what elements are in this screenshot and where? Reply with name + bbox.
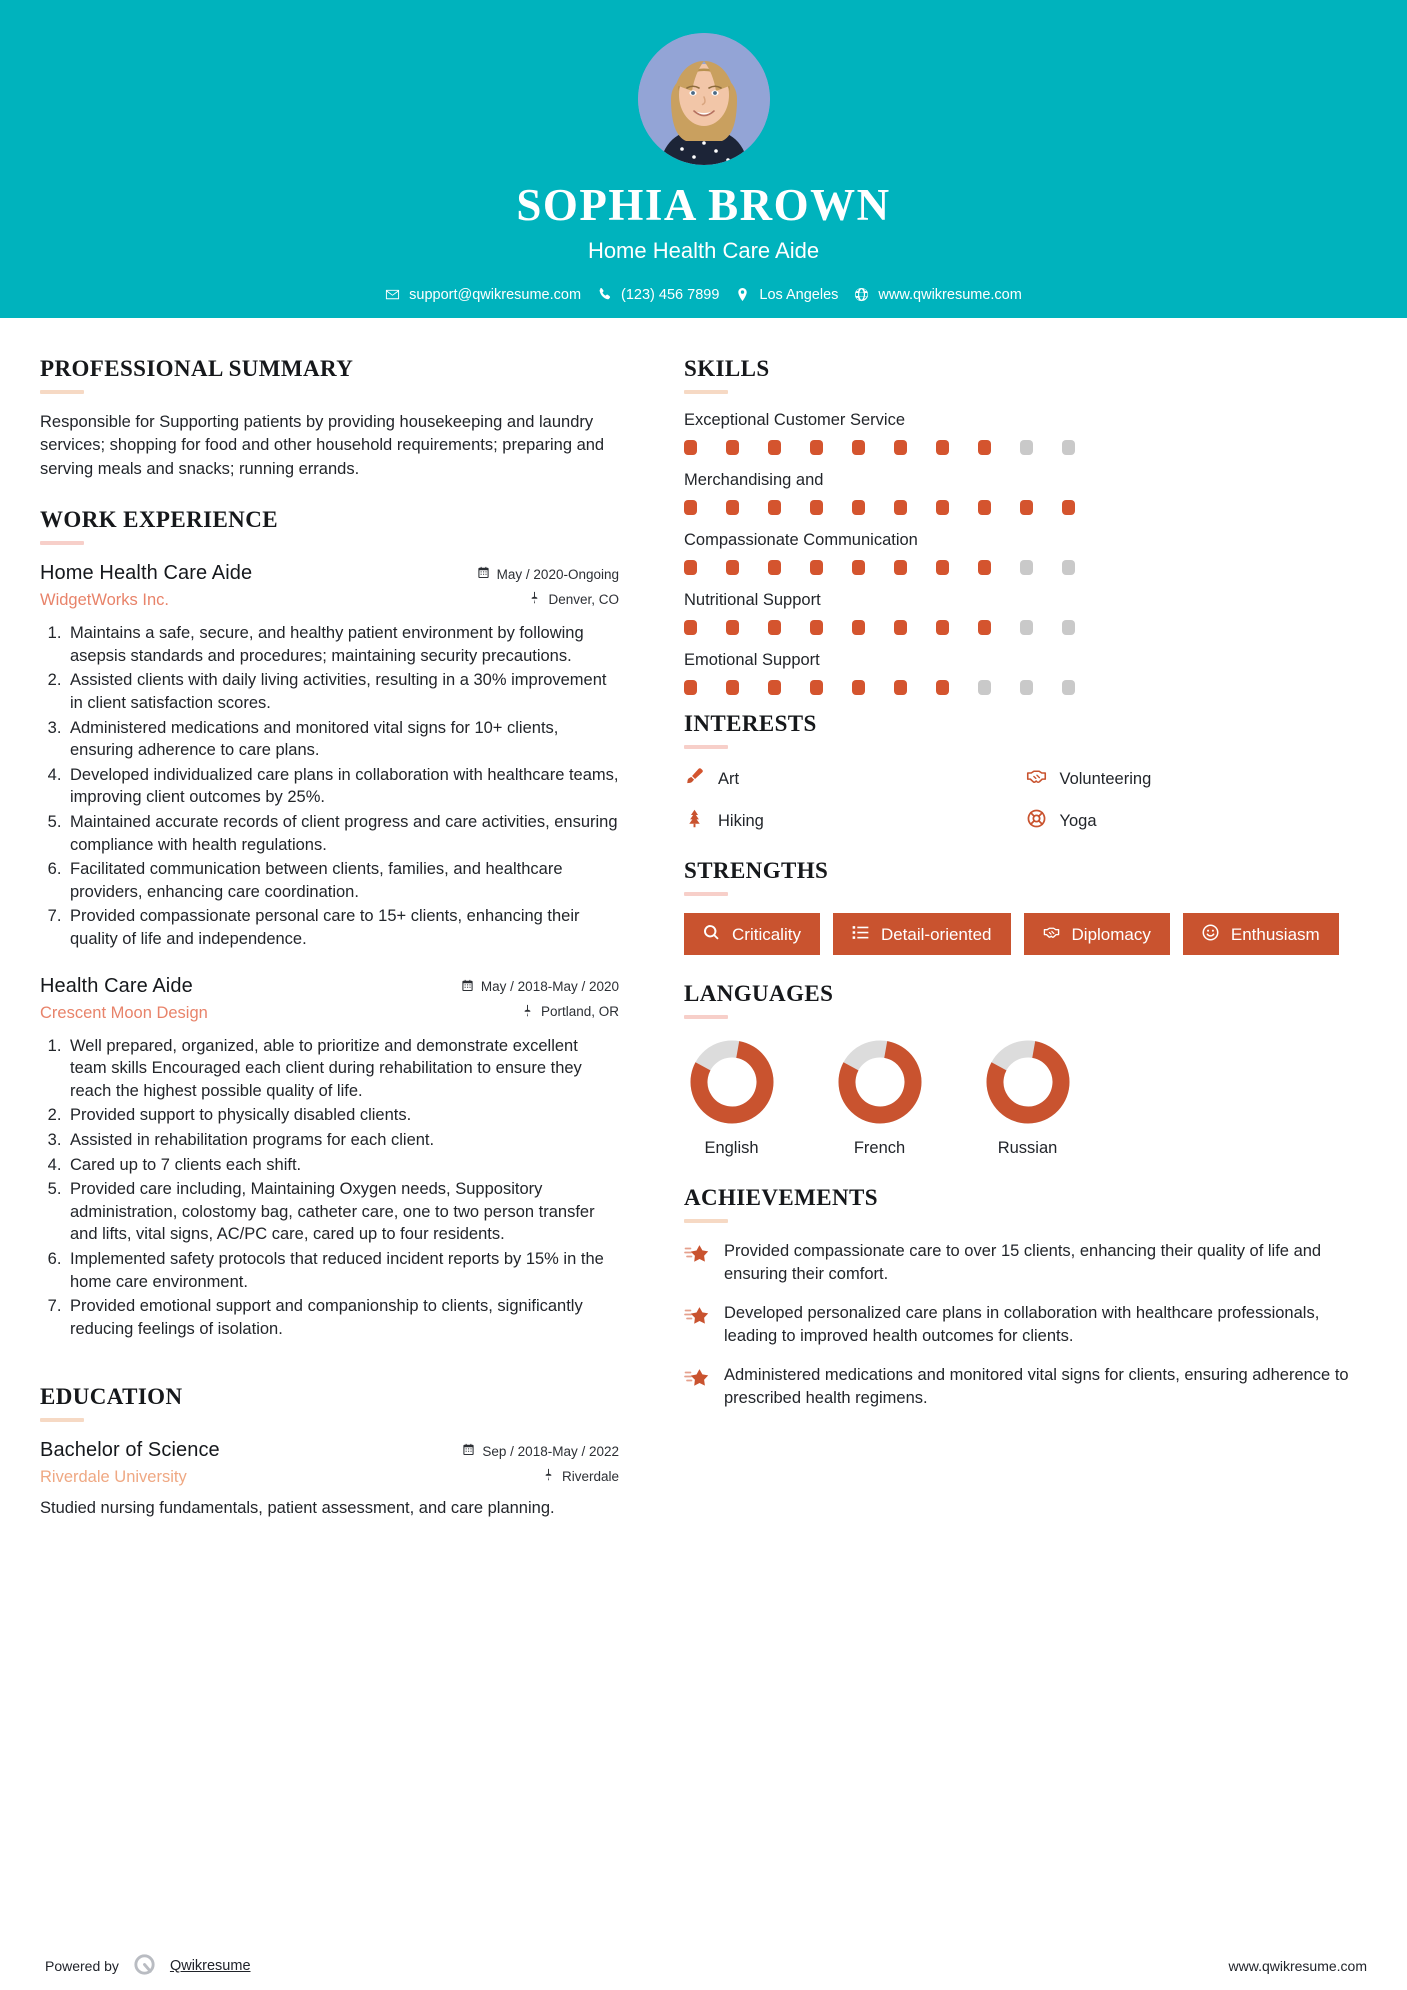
section-rule bbox=[684, 892, 728, 896]
section-education bbox=[40, 1384, 619, 1520]
calendar-icon bbox=[461, 979, 474, 995]
skill-item bbox=[684, 651, 1367, 695]
work-entry bbox=[40, 975, 619, 1341]
language-item bbox=[980, 1036, 1075, 1158]
skill-dot bbox=[852, 500, 865, 515]
strength-label: Detail-oriented bbox=[880, 924, 992, 944]
list-item: 2. Provided support to physically disabled clients. bbox=[66, 1104, 619, 1127]
skill-dot bbox=[852, 620, 865, 635]
skill-dot bbox=[936, 500, 949, 515]
smiley-icon bbox=[1202, 924, 1219, 944]
skill-dot bbox=[684, 620, 697, 635]
skill-dot bbox=[1020, 680, 1033, 695]
skill-dot bbox=[810, 500, 823, 515]
calendar-icon bbox=[477, 566, 490, 582]
achievement-item bbox=[684, 1240, 1367, 1285]
skill-rating bbox=[684, 680, 1367, 695]
section-rule bbox=[40, 541, 84, 545]
skill-dot bbox=[768, 440, 781, 455]
education-location-value: Riverdale bbox=[561, 1468, 619, 1484]
skill-dot bbox=[978, 620, 991, 635]
skills-heading: SKILLS bbox=[684, 356, 770, 381]
language-donut-chart bbox=[982, 1036, 1074, 1128]
list-item: 3. Administered medications and monitored vital signs for 10+ clients, ensuring adherence to care plans. bbox=[66, 717, 619, 762]
work-location bbox=[461, 1004, 619, 1020]
skill-dot bbox=[1020, 500, 1033, 515]
skill-dot bbox=[852, 680, 865, 695]
skill-dot bbox=[936, 440, 949, 455]
interest-label: Hiking bbox=[718, 811, 764, 830]
languages-list bbox=[684, 1036, 1367, 1158]
work-dates-value: May / 2018-May / 2020 bbox=[480, 979, 619, 995]
phone-icon bbox=[597, 287, 612, 302]
achievement-item bbox=[684, 1364, 1367, 1409]
skill-dot bbox=[894, 680, 907, 695]
skill-dot bbox=[936, 560, 949, 575]
skill-dot bbox=[852, 560, 865, 575]
language-donut-chart bbox=[686, 1036, 778, 1128]
work-location-value: Denver, CO bbox=[548, 591, 619, 607]
skill-dot bbox=[684, 500, 697, 515]
skill-dot bbox=[978, 680, 991, 695]
skill-dot bbox=[726, 560, 739, 575]
skill-rating bbox=[684, 620, 1367, 635]
resume-body bbox=[0, 318, 1407, 1520]
contact-website[interactable] bbox=[854, 287, 1021, 303]
skill-dot bbox=[1062, 620, 1075, 635]
paintbrush-icon bbox=[684, 766, 705, 792]
interest-label: Art bbox=[718, 769, 740, 788]
qwikresume-link[interactable]: Qwikresume bbox=[169, 1958, 251, 1974]
strength-enthusiasm[interactable] bbox=[1183, 913, 1339, 955]
summary-text: Responsible for Supporting patients by providing housekeeping and laundry services; shopping for food and other household requirements; preparing and serving meals and snacks; running errands. bbox=[40, 413, 605, 478]
work-bullets bbox=[66, 622, 619, 950]
languages-heading: LANGUAGES bbox=[684, 981, 834, 1006]
contact-location-value: Los Angeles bbox=[759, 286, 839, 303]
skill-dot bbox=[684, 680, 697, 695]
right-column bbox=[655, 318, 1407, 1520]
interests-heading: INTERESTS bbox=[684, 711, 817, 736]
skill-dot bbox=[810, 440, 823, 455]
section-professional-summary bbox=[40, 356, 619, 481]
shooting-star-icon bbox=[684, 1366, 710, 1392]
education-heading: EDUCATION bbox=[40, 1384, 183, 1410]
work-org: WidgetWorks Inc. bbox=[40, 591, 169, 610]
work-role: Home Health Care Aide bbox=[40, 562, 253, 585]
skill-dot bbox=[810, 560, 823, 575]
calendar-icon bbox=[462, 1443, 475, 1459]
skill-label: Compassionate Communication bbox=[684, 531, 918, 549]
skill-dot bbox=[1020, 560, 1033, 575]
strength-label: Criticality bbox=[732, 924, 801, 944]
skill-dot bbox=[1020, 620, 1033, 635]
skill-dot bbox=[726, 620, 739, 635]
list-item: 3. Assisted in rehabilitation programs for each client. bbox=[66, 1129, 619, 1152]
list-item: 1. Maintains a safe, secure, and healthy patient environment by following asepsis standards and procedures; maintaining security precautions. bbox=[66, 622, 619, 667]
work-heading: WORK EXPERIENCE bbox=[40, 507, 278, 533]
language-label: Russian bbox=[997, 1139, 1058, 1157]
footer-url: www.qwikresume.com bbox=[1228, 1958, 1367, 1974]
achievement-text: Developed personalized care plans in collaboration with healthcare professionals, leading to improved health outcomes for clients. bbox=[724, 1304, 1320, 1345]
list-item: 6. Implemented safety protocols that reduced incident reports by 15% in the home care environment. bbox=[66, 1248, 619, 1293]
skill-dot bbox=[768, 680, 781, 695]
education-dates bbox=[462, 1443, 619, 1459]
work-role: Health Care Aide bbox=[40, 974, 193, 997]
section-achievements bbox=[684, 1185, 1367, 1410]
language-donut-chart bbox=[834, 1036, 926, 1128]
lifebuoy-icon bbox=[1026, 808, 1047, 834]
skill-dot bbox=[978, 440, 991, 455]
work-bullets bbox=[66, 1035, 619, 1341]
interest-label: Yoga bbox=[1059, 811, 1097, 830]
page-title: SOPHIA BROWN bbox=[516, 180, 891, 230]
work-org: Crescent Moon Design bbox=[40, 1003, 208, 1022]
work-location-value: Portland, OR bbox=[540, 1004, 619, 1020]
section-work-experience bbox=[40, 507, 619, 1340]
skill-rating bbox=[684, 500, 1367, 515]
list-item: 6. Facilitated communication between clients, families, and healthcare providers, enhancing care coordination. bbox=[66, 858, 619, 903]
skill-dot bbox=[810, 680, 823, 695]
section-rule bbox=[40, 390, 84, 394]
skill-label: Nutritional Support bbox=[684, 591, 821, 609]
contact-email[interactable] bbox=[385, 287, 581, 303]
education-description: Studied nursing fundamentals, patient assessment, and care planning. bbox=[40, 1499, 555, 1518]
interest-yoga bbox=[1026, 808, 1368, 834]
list-icon bbox=[852, 924, 869, 944]
skill-item bbox=[684, 531, 1367, 575]
mail-icon bbox=[385, 287, 400, 302]
skill-dot bbox=[726, 500, 739, 515]
qwikresume-logo-icon bbox=[132, 1952, 157, 1980]
section-rule bbox=[40, 1418, 84, 1422]
contact-email-value: support@qwikresume.com bbox=[409, 286, 582, 303]
section-rule bbox=[684, 390, 728, 394]
handshake-icon bbox=[1043, 924, 1060, 944]
list-item: 4. Developed individualized care plans in collaboration with healthcare teams, improving client outcomes by 25%. bbox=[66, 764, 619, 809]
language-label: English bbox=[704, 1139, 759, 1157]
achievement-text: Provided compassionate care to over 15 clients, enhancing their quality of life and ensuring their comfort. bbox=[724, 1242, 1322, 1283]
map-pin-icon bbox=[528, 591, 541, 607]
skill-dot bbox=[810, 620, 823, 635]
contact-phone[interactable] bbox=[597, 287, 719, 303]
work-dates bbox=[461, 979, 619, 995]
section-rule bbox=[684, 1015, 728, 1019]
skill-dot bbox=[894, 560, 907, 575]
list-item: 5. Maintained accurate records of client progress and care activities, ensuring compliance with health regulations. bbox=[66, 811, 619, 856]
skill-label: Emotional Support bbox=[684, 651, 820, 669]
strength-criticality[interactable] bbox=[684, 913, 820, 955]
list-item: 4. Cared up to 7 clients each shift. bbox=[66, 1154, 619, 1177]
map-pin-icon bbox=[542, 1468, 555, 1484]
skill-dot bbox=[1062, 500, 1075, 515]
contact-location bbox=[735, 287, 838, 303]
skill-label: Exceptional Customer Service bbox=[684, 411, 906, 429]
skill-item bbox=[684, 471, 1367, 515]
skill-dot bbox=[894, 500, 907, 515]
interests-grid bbox=[684, 766, 1367, 834]
skill-dot bbox=[684, 440, 697, 455]
skill-rating bbox=[684, 560, 1367, 575]
skill-dot bbox=[936, 680, 949, 695]
skill-dot bbox=[684, 560, 697, 575]
skill-dot bbox=[768, 620, 781, 635]
interest-label: Volunteering bbox=[1059, 769, 1152, 788]
list-item: 7. Provided emotional support and companionship to clients, significantly reducing feelings of isolation. bbox=[66, 1295, 619, 1340]
skill-dot bbox=[768, 560, 781, 575]
skill-dot bbox=[1062, 680, 1075, 695]
education-dates-value: Sep / 2018-May / 2022 bbox=[482, 1443, 619, 1459]
skill-dot bbox=[936, 620, 949, 635]
contact-website-value: www.qwikresume.com bbox=[878, 286, 1022, 303]
skill-dot bbox=[978, 560, 991, 575]
strength-label: Enthusiasm bbox=[1230, 924, 1320, 944]
handshake-icon bbox=[1026, 766, 1047, 792]
strength-label: Diplomacy bbox=[1071, 924, 1151, 944]
skill-label: Merchandising and bbox=[684, 471, 824, 489]
list-item: 1. Well prepared, organized, able to prioritize and demonstrate excellent team skills Encouraged each client during rehabilitation to ensure they reach the highest possible quality of life. bbox=[66, 1035, 619, 1103]
section-strengths bbox=[684, 858, 1367, 955]
contact-phone-value: (123) 456 7899 bbox=[621, 286, 720, 303]
skill-item bbox=[684, 411, 1367, 455]
shooting-star-icon bbox=[684, 1242, 710, 1268]
achievement-text: Administered medications and monitored vital signs for clients, ensuring adherence to prescribed health regimens. bbox=[724, 1366, 1349, 1407]
interest-hiking bbox=[684, 808, 1026, 834]
work-dates bbox=[477, 566, 619, 582]
strength-detail-oriented[interactable] bbox=[833, 913, 1011, 955]
skill-dot bbox=[852, 440, 865, 455]
skill-dot bbox=[894, 620, 907, 635]
powered-by bbox=[45, 1952, 251, 1980]
skill-dot bbox=[1020, 440, 1033, 455]
job-title: Home Health Care Aide bbox=[587, 237, 820, 263]
shooting-star-icon bbox=[684, 1304, 710, 1330]
tree-icon bbox=[684, 808, 705, 834]
work-entry bbox=[40, 562, 619, 950]
skill-rating bbox=[684, 440, 1367, 455]
skill-dot bbox=[726, 440, 739, 455]
skill-dot bbox=[978, 500, 991, 515]
skill-item bbox=[684, 591, 1367, 635]
map-pin-icon bbox=[521, 1004, 534, 1020]
section-languages bbox=[684, 981, 1367, 1158]
list-item: 2. Assisted clients with daily living activities, resulting in a 30% improvement in client satisfaction scores. bbox=[66, 669, 619, 714]
education-degree: Bachelor of Science bbox=[40, 1439, 220, 1462]
strengths-list bbox=[684, 913, 1367, 955]
section-skills bbox=[684, 356, 1367, 695]
education-entry bbox=[40, 1439, 619, 1520]
globe-icon bbox=[854, 287, 869, 302]
language-label: French bbox=[853, 1139, 906, 1157]
education-location bbox=[462, 1468, 619, 1484]
magnifier-icon bbox=[703, 924, 720, 944]
work-location bbox=[477, 591, 619, 607]
left-column bbox=[0, 318, 655, 1520]
strength-diplomacy[interactable] bbox=[1024, 913, 1170, 955]
powered-by-label: Powered by bbox=[45, 1958, 119, 1974]
work-dates-value: May / 2020-Ongoing bbox=[496, 566, 619, 582]
interest-art bbox=[684, 766, 1026, 792]
skills-list bbox=[684, 411, 1367, 695]
section-rule bbox=[684, 1219, 728, 1223]
list-item: 5. Provided care including, Maintaining Oxygen needs, Suppository administration, colostomy bag, catheter care, one to two person transfer and lifts, vital signs, AC/PC care, cared up to four residents. bbox=[66, 1178, 619, 1246]
section-rule bbox=[684, 745, 728, 749]
achievement-item bbox=[684, 1302, 1367, 1347]
skill-dot bbox=[1062, 440, 1075, 455]
strengths-heading: STRENGTHS bbox=[684, 858, 829, 883]
section-interests bbox=[684, 711, 1367, 834]
summary-heading: PROFESSIONAL SUMMARY bbox=[40, 356, 354, 381]
page-footer bbox=[0, 1952, 1407, 1980]
interest-volunteering bbox=[1026, 766, 1368, 792]
skill-dot bbox=[894, 440, 907, 455]
resume-header bbox=[0, 0, 1407, 318]
language-item bbox=[832, 1036, 927, 1158]
education-school: Riverdale University bbox=[40, 1468, 187, 1487]
skill-dot bbox=[1062, 560, 1075, 575]
skill-dot bbox=[726, 680, 739, 695]
achievements-heading: ACHIEVEMENTS bbox=[684, 1185, 878, 1210]
skill-dot bbox=[768, 500, 781, 515]
location-pin-icon bbox=[735, 287, 750, 302]
list-item: 7. Provided compassionate personal care to 15+ clients, enhancing their quality of life and independence. bbox=[66, 905, 619, 950]
contact-row bbox=[385, 287, 1022, 303]
language-item bbox=[684, 1036, 779, 1158]
avatar bbox=[638, 33, 770, 165]
